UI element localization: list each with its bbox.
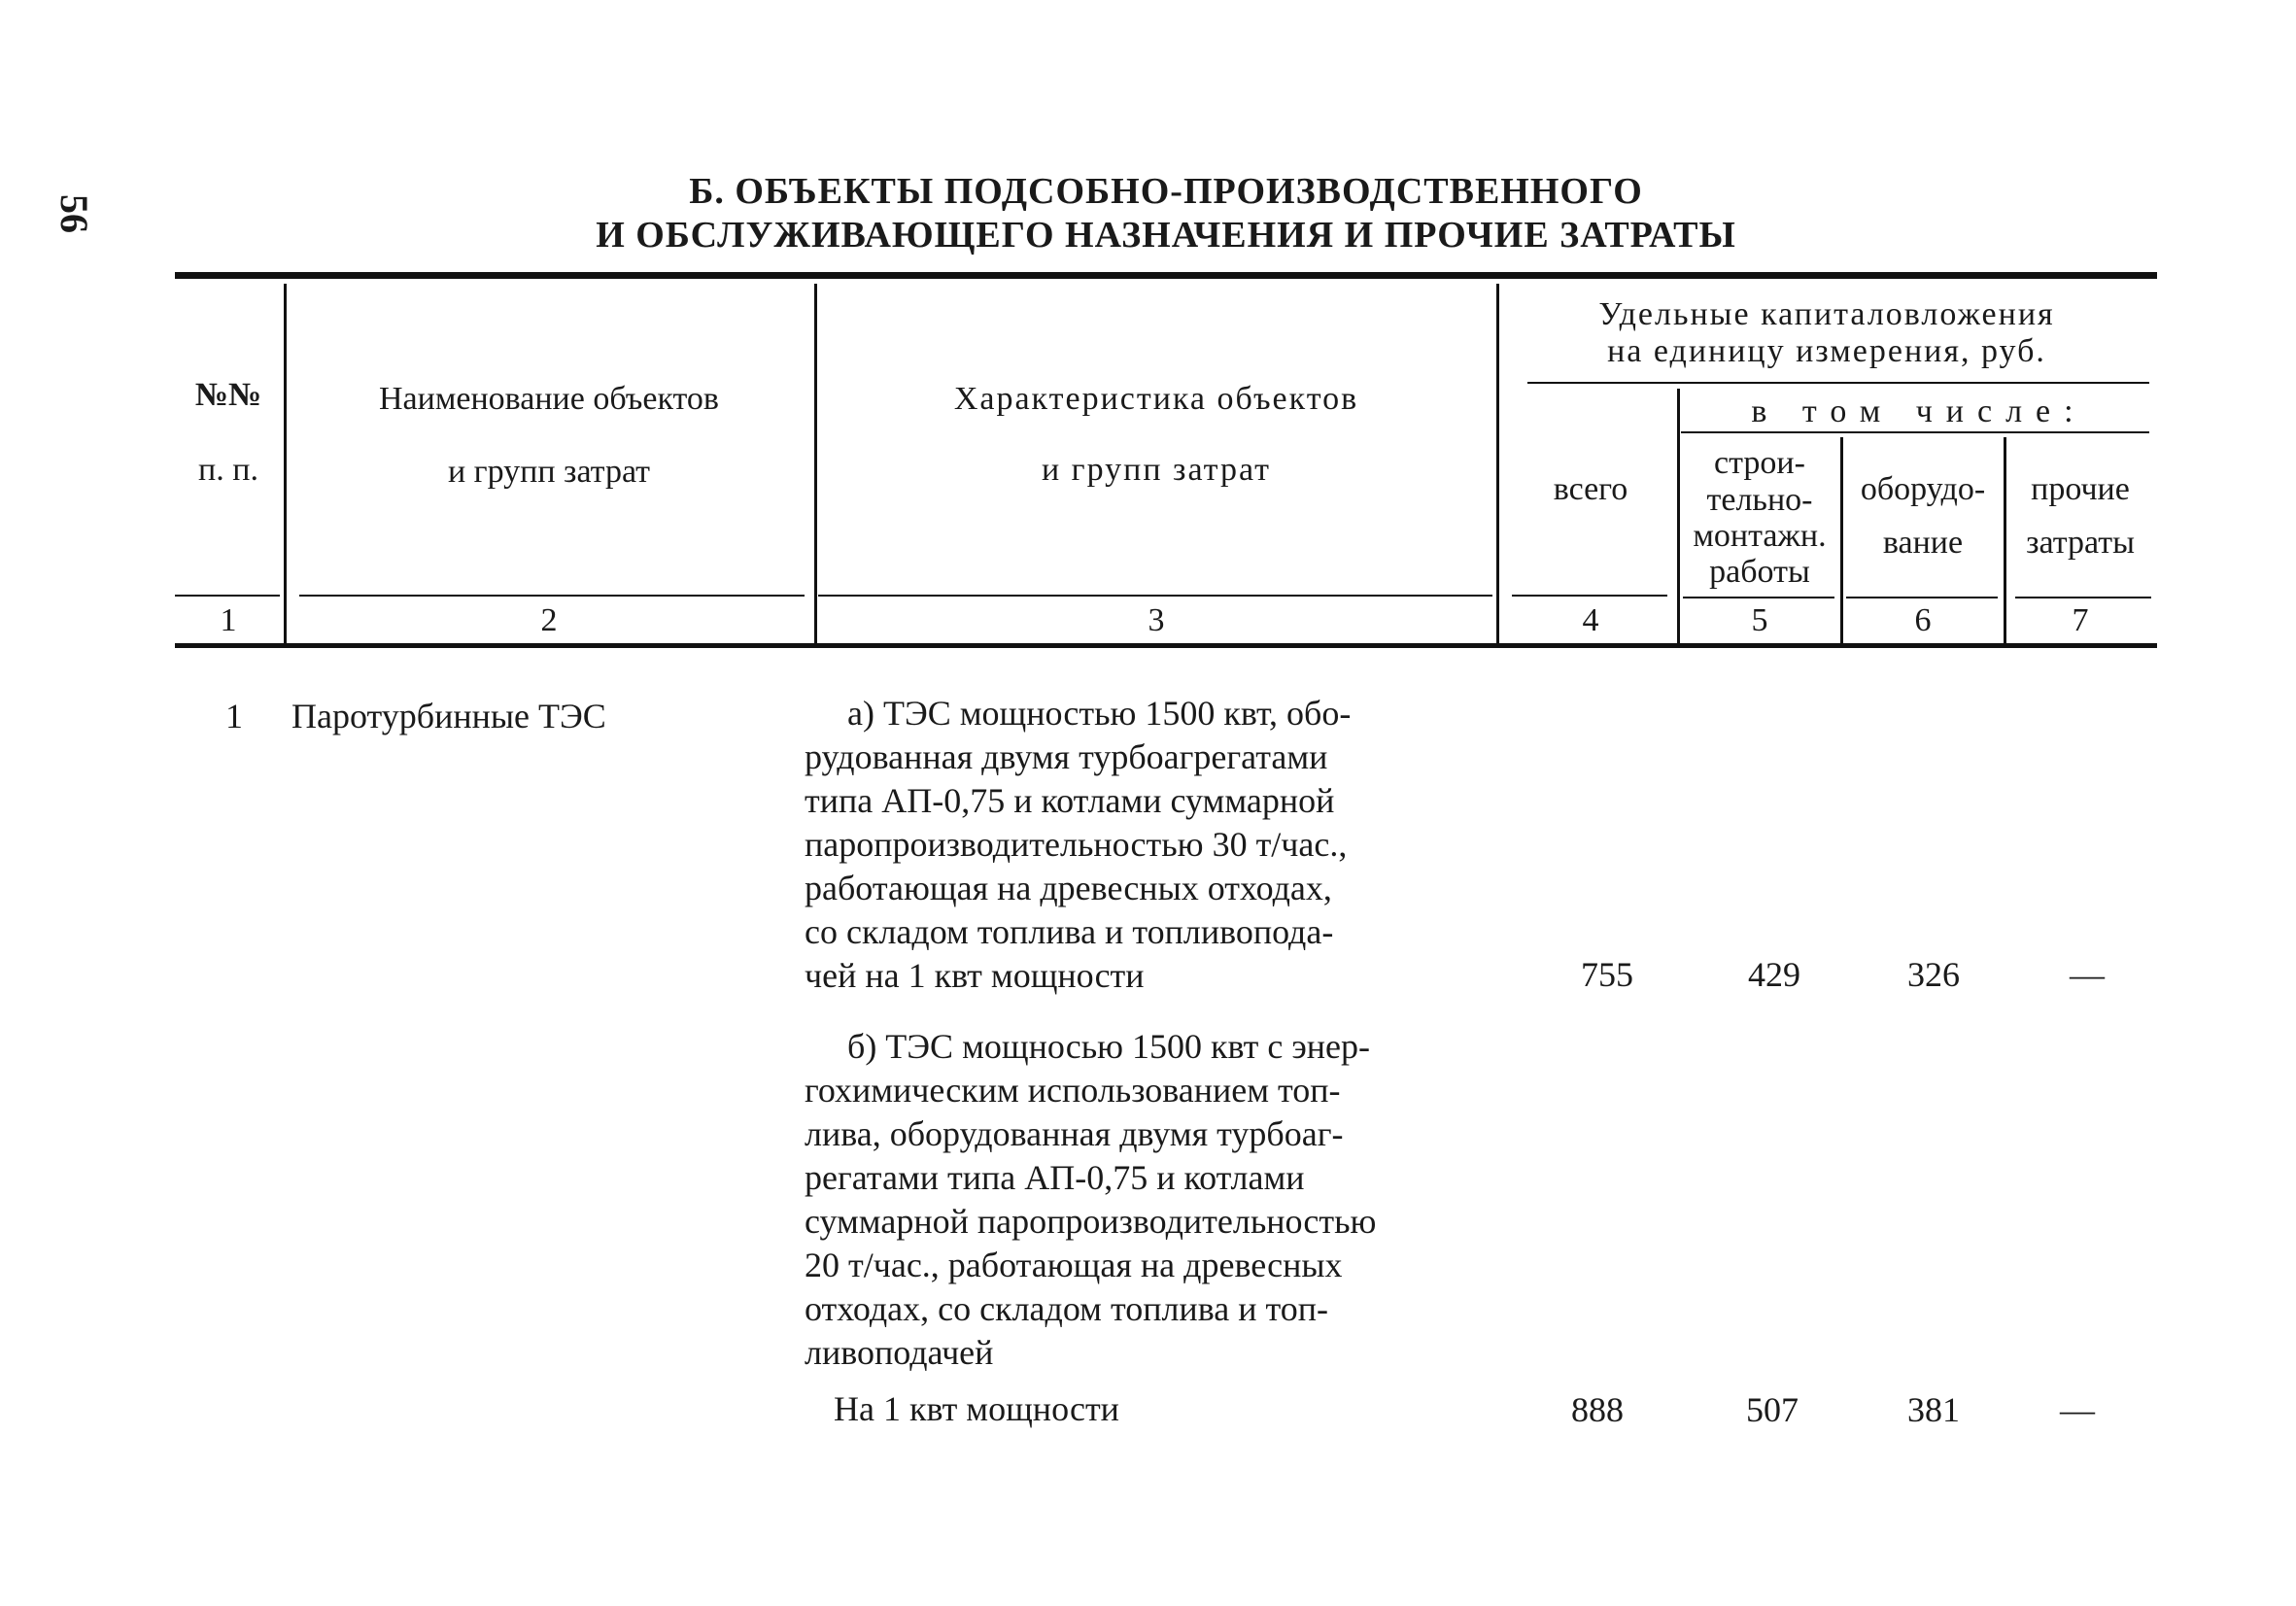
header-other-line1: прочие [2031,471,2130,507]
col-divider-1 [284,284,287,643]
header-other-line2: затраты [2026,525,2135,561]
item-b-unit-line: На 1 квт мощности [834,1389,1119,1428]
header-col1-line2: п. п. [198,452,258,488]
section-title-line-2: И ОБСЛУЖИВАЮЩЕГО НАЗНАЧЕНИЯ И ПРОЧИЕ ЗАТРАТЫ [596,215,1736,256]
row-index: 1 [225,697,243,735]
header-col3-line1: Характеристика объектов [953,381,1359,417]
col-divider-6 [2004,437,2006,643]
row-name: Паротурбинные ТЭС [291,697,606,735]
column-number: 4 [1582,602,1599,638]
header-underline-3 [818,595,1492,597]
header-construction-line1: строи- [1714,445,1805,481]
header-underline-6 [1846,597,1998,598]
desc-line: отходах, со складом топлива и топ- [805,1289,1328,1328]
header-group-line2: на единицу измерения, руб. [1607,333,2046,369]
item-a-equipment: 326 [1907,955,1960,994]
item-b-other: — [2060,1390,2095,1429]
col-divider-3 [1496,284,1499,643]
header-col1-line1: №№ [194,377,262,413]
item-a-construction: 429 [1748,955,1800,994]
header-total: всего [1553,471,1628,507]
item-b-construction: 507 [1746,1390,1799,1429]
numbers-bottom-rule [175,643,2157,648]
header-col2-line2: и групп затрат [447,454,651,490]
header-construction-line3: монтажн. [1693,518,1827,554]
header-equipment-line1: оборудо- [1860,471,1986,507]
desc-line: а) ТЭС мощностью 1500 квт, обо- [847,694,1352,733]
desc-line: б) ТЭС мощносью 1500 квт с энер- [847,1027,1371,1066]
group-underline [1527,382,2149,384]
item-b-total: 888 [1571,1390,1624,1429]
item-a-other: — [2070,955,2105,994]
desc-line: со складом топлива и топливопода- [805,912,1334,951]
header-construction-line4: работы [1709,554,1810,590]
desc-line: 20 т/час., работающая на древесных [805,1246,1343,1284]
col-divider-5 [1840,437,1843,643]
desc-line: типа АП-0,75 и котлами суммарной [805,781,1335,820]
header-equipment-line2: вание [1882,525,1964,561]
column-number: 2 [540,602,558,638]
desc-line: паропроизводительностью 30 т/час., [805,825,1348,864]
desc-line: работающая на древесных отходах, [805,869,1332,907]
col-divider-2 [814,284,817,643]
column-number: 6 [1914,602,1932,638]
page-number: 56 [52,194,96,233]
desc-line: ливоподачей [805,1333,994,1372]
header-underline-5 [1683,597,1834,598]
desc-line: регатами типа АП-0,75 и котлами [805,1158,1305,1197]
item-b-description [805,1025,1465,1375]
item-b-equipment: 381 [1907,1390,1960,1429]
header-underline-1 [175,595,280,597]
desc-line: лива, оборудованная двумя турбоаг- [805,1114,1344,1153]
header-underline-2 [299,595,805,597]
header-col2-line1: Наименование объектов [379,381,719,417]
item-a-description [805,692,1465,998]
header-col3-line2: и групп затрат [1041,452,1272,488]
desc-line: гохимическим использованием топ- [805,1071,1341,1110]
header-underline-4 [1512,595,1667,597]
subgroup-underline [1681,431,2149,433]
section-title-line-1: Б. ОБЪЕКТЫ ПОДСОБНО-ПРОИЗВОДСТВЕННОГО [689,171,1643,212]
item-a-total: 755 [1581,955,1633,994]
table-top-rule [175,272,2157,279]
header-underline-7 [2015,597,2151,598]
header-group-line1: Удельные капиталовложения [1598,296,2055,332]
desc-line: суммарной паропроизводительностью [805,1202,1377,1241]
header-subgroup: в том числе: [1751,393,2087,429]
column-number: 3 [1148,602,1165,638]
col-divider-4 [1677,389,1680,643]
column-number: 1 [220,602,237,638]
header-construction-line2: тельно- [1706,482,1813,518]
desc-line: чей на 1 квт мощности [805,956,1145,995]
column-number: 7 [2072,602,2089,638]
desc-line: рудованная двумя турбоагрегатами [805,737,1328,776]
column-number: 5 [1751,602,1768,638]
